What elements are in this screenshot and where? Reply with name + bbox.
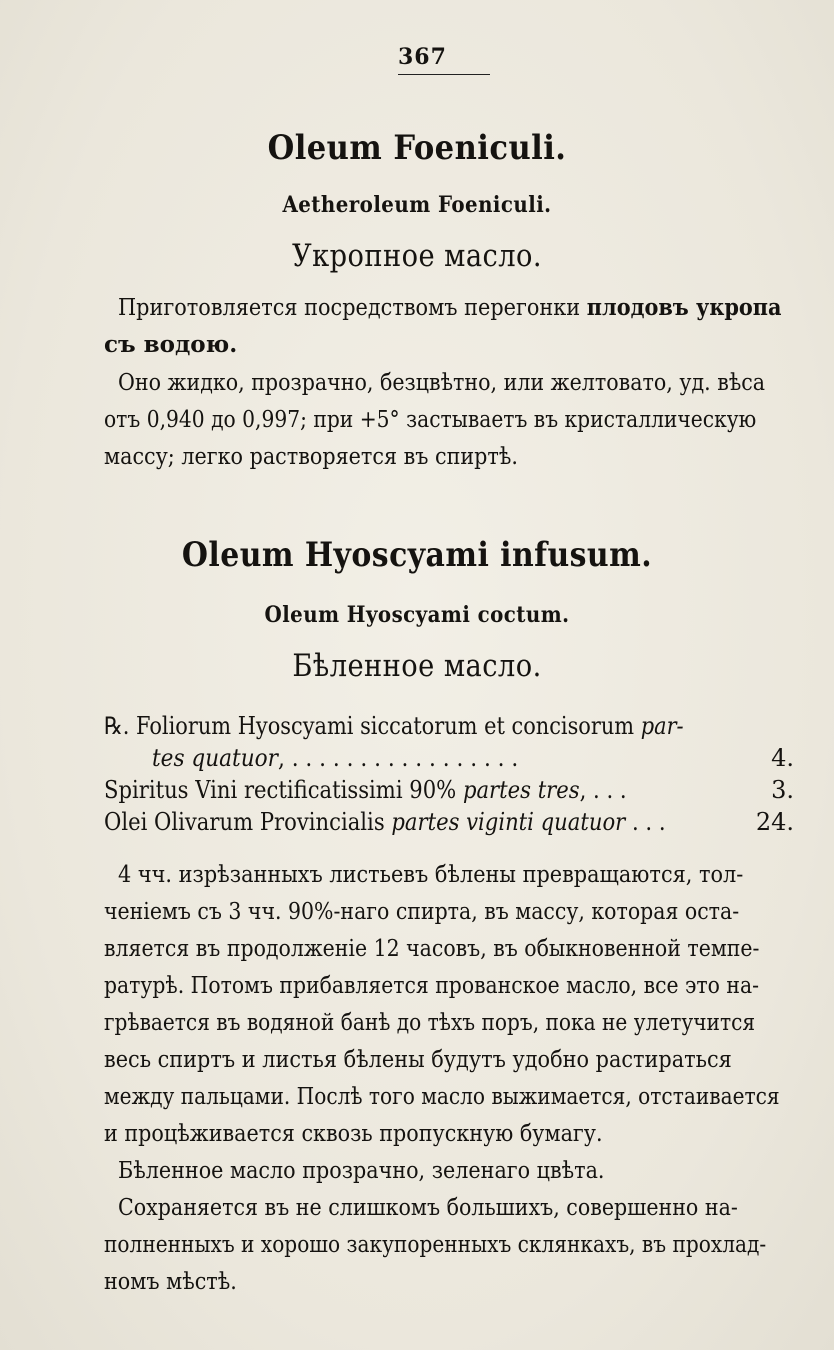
header-rule: [398, 74, 490, 75]
section2-para1-line1: 4 чч. изрѣзанныхъ листьевъ бѣлены превращаются, тол-: [118, 862, 744, 888]
section2-para2-line1: Бѣленное масло прозрачно, зеленаго цвѣта.: [118, 1158, 605, 1184]
recipe-item1-qty: 4.: [771, 744, 794, 772]
recipe-item3-italic: partes viginti quatuor: [391, 808, 626, 836]
section1-para1-line1: [118, 294, 782, 321]
rx-symbol: ℞.: [104, 712, 130, 740]
section2-para1-line8: и процѣживается сквозь пропускную бумагу.: [104, 1121, 603, 1147]
recipe-item3: [104, 808, 666, 836]
section1-para2-line1: Оно жидко, прозрачно, безцвѣтно, или желтовато, уд. вѣса: [118, 370, 766, 396]
section1-title: Oleum Foeniculi.: [267, 128, 567, 168]
section2-para1-line5: грѣвается въ водяной банѣ до тѣхъ поръ, пока не улетучится: [104, 1010, 756, 1036]
recipe-item1-line2: [152, 744, 518, 772]
recipe-item1-line1: [104, 712, 684, 740]
section2-para1-line3: вляется въ продолженіе 12 часовъ, въ обыкновенной темпе-: [104, 936, 760, 962]
recipe-item3-qty: 24.: [755, 808, 794, 836]
recipe-item2-dots: , . . .: [579, 776, 627, 804]
section2-para1-line4: ратурѣ. Потомъ прибавляется прованское масло, все это на-: [104, 973, 759, 999]
section1-russian-title: Укропное масло.: [291, 238, 543, 274]
recipe-item2-text: Spiritus Vini rectificatissimi 90%: [104, 776, 463, 804]
section1-para2-line3: массу; легко растворяется въ спиртѣ.: [104, 444, 518, 470]
recipe-item2: [104, 776, 627, 804]
section2-para1-line2: ченіемъ съ 3 чч. 90%-наго спирта, въ массу, которая оста-: [104, 899, 740, 925]
section2-para1-line7: между пальцами. Послѣ того масло выжимается, отстаивается: [104, 1084, 780, 1110]
section2-para1-line6: весь спиртъ и листья бѣлены будутъ удобно растираться: [104, 1047, 732, 1073]
recipe-item2-qty: 3.: [771, 776, 794, 804]
page-number: 367: [398, 44, 447, 70]
recipe-item1-italic-1: par-: [640, 712, 684, 740]
section1-para1-bold-1: плодовъ укропа: [586, 294, 782, 321]
section1-para2-line2: отъ 0,940 до 0,997; при +5° застываетъ въ кристаллическую: [104, 407, 757, 433]
section2-title: Oleum Hyoscyami infusum.: [181, 535, 653, 575]
section2-subtitle: Oleum Hyoscyami coctum.: [264, 602, 570, 628]
recipe-item1-dots: , . . . . . . . . . . . . . . . . .: [277, 744, 519, 772]
section1-subtitle: Aetheroleum Foeniculi.: [282, 192, 552, 218]
recipe-item3-text: Olei Olivarum Provincialis: [104, 808, 392, 836]
section2-russian-title: Бѣленное масло.: [292, 648, 542, 684]
recipe-item1-text: Foliorum Hyoscyami siccatorum et concisorum: [136, 712, 641, 740]
section2-para3-line3: номъ мѣстѣ.: [104, 1269, 237, 1295]
section2-para3-line2: полненныхъ и хорошо закупоренныхъ склянкахъ, въ прохлад-: [104, 1232, 767, 1258]
recipe-item3-dots: . . .: [631, 808, 666, 836]
section1-para1-line2: съ водою.: [104, 331, 238, 358]
recipe-item1-italic-2: tes quatuor: [152, 744, 278, 772]
section2-para3-line1: Сохраняется въ не слишкомъ большихъ, совершенно на-: [118, 1195, 738, 1221]
recipe-item2-italic: partes tres: [462, 776, 580, 804]
section1-para1-text: Приготовляется посредствомъ перегонки: [118, 295, 587, 321]
